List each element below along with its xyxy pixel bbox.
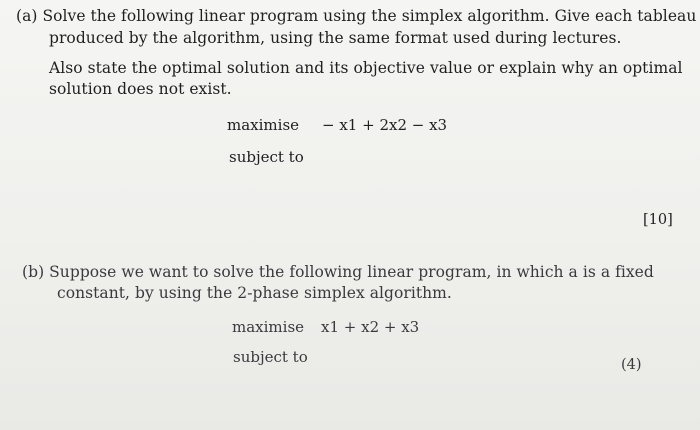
part-b-maximise-label: maximise	[232, 318, 305, 336]
part-b-line-2: constant, by using the 2-phase simplex algorithm.	[57, 284, 452, 302]
part-a-line-4: solution does not exist.	[49, 80, 232, 98]
part-b-line-1: (b) Suppose we want to solve the following linear program, in which a is a fixed	[22, 263, 654, 281]
part-a-objective: − x1 + 2x2 − x3	[322, 116, 448, 134]
part-b-marks: (4)	[621, 357, 642, 373]
part-b-objective: x1 + x2 + x3	[321, 318, 420, 336]
part-a-maximise-label: maximise	[227, 116, 300, 134]
part-a-line-2: produced by the algorithm, using the same format used during lectures.	[49, 29, 622, 47]
part-a-line-3: Also state the optimal solution and its objective value or explain why an optimal	[49, 59, 683, 77]
part-a-marks: [10]	[643, 212, 673, 228]
part-b-subject-to-label: subject to	[233, 348, 308, 366]
part-a-line-1: (a) Solve the following linear program using the simplex algorithm. Give each tableau	[16, 7, 697, 25]
part-a-subject-to-label: subject to	[229, 148, 304, 166]
